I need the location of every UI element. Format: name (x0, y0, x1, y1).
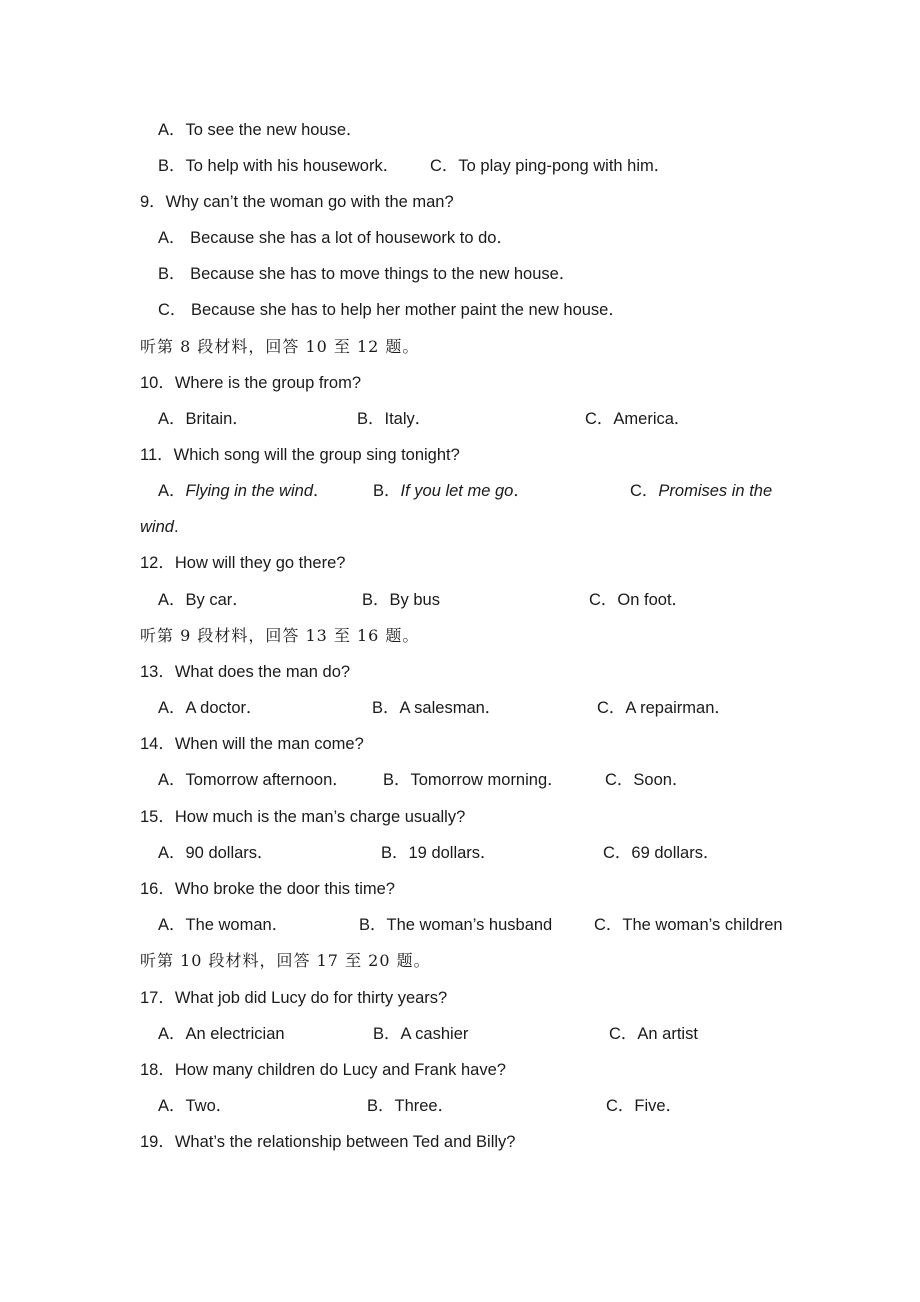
q11-option-c (630, 481, 772, 501)
q13-option-c: C．A repairman． (597, 699, 731, 717)
q10-option-c: C．America． (585, 410, 691, 428)
q11-option-b-title: If you let me go (400, 482, 514, 500)
q11-option-b-prefix: B． (373, 482, 401, 500)
q9-option-b: B． Because she has to move things to the new house． (158, 265, 576, 283)
q13-question: 13．What does the man do? (140, 663, 351, 681)
section-9-heading: 听第 9 段材料，回答 13 至 16 题。 (140, 626, 420, 645)
q11-option-a (158, 481, 330, 501)
q16-option-c: C．The woman’s children (594, 916, 783, 934)
q8-option-c: C．To play ping-pong with him． (430, 157, 671, 175)
q19-question: 19．What’s the relationship between Ted and Billy? (140, 1133, 516, 1151)
q14-option-b: B．Tomorrow morning． (383, 771, 564, 789)
q11-option-b (373, 481, 530, 501)
q15-option-a: A．90 dollars． (158, 844, 274, 862)
q11-question: 11．Which song will the group sing tonight? (140, 446, 460, 464)
q12-option-a: A．By car． (158, 591, 249, 609)
q12-question: 12．How will they go there? (140, 554, 346, 572)
q9-question: 9．Why can’t the woman go with the man? (140, 193, 454, 211)
q11-option-c-title: Promises in the (658, 482, 773, 500)
q16-option-a: A．The woman． (158, 916, 289, 934)
q11-option-a-prefix: A． (158, 482, 186, 500)
q16-option-b: B．The woman’s husband (359, 916, 553, 934)
section-10-heading: 听第 10 段材料，回答 17 至 20 题。 (140, 951, 431, 970)
q17-option-b: B．A cashier (373, 1025, 469, 1043)
q15-option-b: B．19 dollars． (381, 844, 497, 862)
q17-option-a: A．An electrician (158, 1025, 285, 1043)
q15-question: 15．How much is the man’s charge usually? (140, 808, 466, 826)
q18-option-c: C．Five． (606, 1097, 683, 1115)
q11-option-a-title: Flying in the wind (185, 482, 313, 500)
q16-question: 16．Who broke the door this time? (140, 880, 395, 898)
q11-option-a-suffix: ． (313, 482, 330, 500)
q14-question: 14．When will the man come? (140, 735, 364, 753)
q15-option-c: C．69 dollars． (603, 844, 720, 862)
q17-option-c: C．An artist (609, 1025, 698, 1043)
q12-option-c: C．On foot． (589, 591, 689, 609)
q11-option-c-continuation (140, 517, 179, 537)
q13-option-b: B．A salesman． (372, 699, 502, 717)
q10-question: 10．Where is the group from? (140, 374, 362, 392)
section-8-heading: 听第 8 段材料，回答 10 至 12 题。 (140, 337, 420, 356)
q14-option-a: A．Tomorrow afternoon． (158, 771, 349, 789)
q10-option-b: B．Italy． (357, 410, 432, 428)
q10-option-a: A．Britain． (158, 410, 249, 428)
q9-option-a: A． Because she has a lot of housework to do． (158, 229, 513, 247)
q18-question: 18．How many children do Lucy and Frank have? (140, 1061, 506, 1079)
q11-option-c-title-cont: wind (140, 518, 174, 536)
q13-option-a: A．A doctor． (158, 699, 263, 717)
q17-question: 17．What job did Lucy do for thirty years? (140, 989, 448, 1007)
q8-option-a: A．To see the new house． (158, 121, 363, 139)
q18-option-b: B．Three． (367, 1097, 455, 1115)
q11-option-c-prefix: C． (630, 482, 659, 500)
q12-option-b: B．By bus (362, 591, 440, 609)
q9-option-c: C． Because she has to help her mother paint the new house． (158, 301, 625, 319)
q8-option-b: B．To help with his housework． (158, 157, 400, 175)
q11-option-c-suffix: . (173, 518, 179, 536)
q14-option-c: C．Soon． (605, 771, 689, 789)
q11-option-b-suffix: ． (513, 482, 530, 500)
q18-option-a: A．Two． (158, 1097, 233, 1115)
